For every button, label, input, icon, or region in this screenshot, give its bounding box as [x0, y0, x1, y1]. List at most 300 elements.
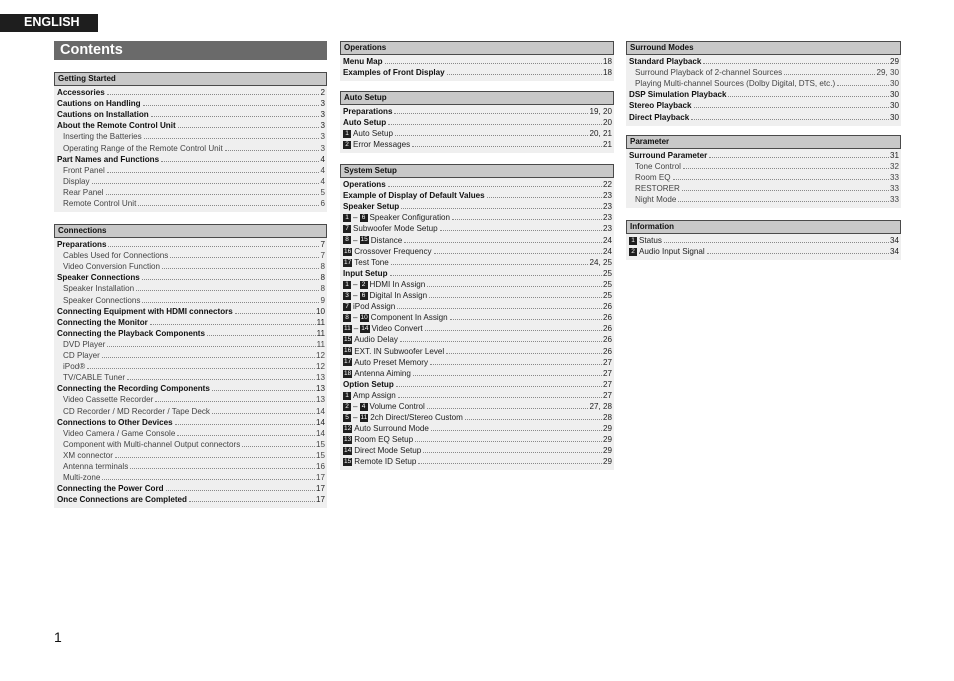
toc-entry: [340, 246, 614, 257]
dot-leader: [431, 430, 602, 431]
toc-entry: [54, 394, 327, 405]
toc-entry: [340, 56, 614, 67]
dot-leader: [130, 468, 315, 469]
toc-entry: [626, 235, 901, 246]
toc-entry-text: [63, 295, 140, 306]
toc-entry: [54, 239, 327, 250]
toc-entry-page: 26: [602, 324, 612, 334]
toc-entry-text: [629, 150, 707, 161]
toc-entry-text: [343, 223, 438, 234]
toc-entry-label: Connections to Other Devices: [57, 417, 173, 427]
toc-entry-label: Room EQ Setup: [354, 435, 414, 445]
toc-entry-text: [63, 198, 136, 209]
toc-entry-page: 20, 21: [589, 129, 612, 139]
dot-leader: [427, 408, 589, 409]
toc-entry-text: [343, 401, 425, 412]
dot-leader: [92, 183, 320, 184]
toc-entry-text: [57, 306, 233, 317]
step-number-badge: 7: [343, 225, 351, 233]
toc-entry: [340, 368, 614, 379]
dot-leader: [401, 208, 602, 209]
dot-leader: [385, 63, 602, 64]
toc-entry-text: [63, 261, 160, 272]
toc-entry-label: Video Convert: [371, 324, 423, 334]
toc-entry-label: Speaker Connections: [63, 295, 141, 305]
toc-entry-page: 26: [602, 335, 612, 345]
toc-entry: [340, 357, 614, 368]
toc-entry: [340, 290, 614, 301]
toc-entry-text: [63, 372, 125, 383]
toc-entry: [54, 383, 327, 394]
toc-entry-label: Remote Control Unit: [63, 199, 137, 209]
toc-entry-page: 8: [320, 262, 325, 272]
toc-entry-label: Remote ID Setup: [354, 457, 417, 467]
range-dash: –: [353, 324, 359, 334]
toc-entry-label: Surround Playback of 2-channel Sources: [635, 68, 783, 78]
dot-leader: [678, 201, 889, 202]
toc-entry-page: 34: [889, 236, 899, 246]
step-number-badge: 2: [629, 248, 637, 256]
toc-entry: [54, 494, 327, 505]
toc-entry-page: 30: [889, 90, 899, 100]
toc-entry: [626, 183, 901, 194]
toc-entry: [626, 172, 901, 183]
dot-leader: [391, 264, 589, 265]
toc-entry-label: Room EQ: [635, 173, 671, 183]
toc-entry: [54, 131, 327, 142]
dot-leader: [189, 501, 315, 502]
language-rule: [0, 30, 98, 32]
range-dash: –: [353, 235, 358, 245]
toc-entry-label: Auto Preset Memory: [354, 357, 429, 367]
dot-leader: [102, 357, 315, 358]
toc-entry: [54, 109, 327, 120]
toc-entry-text: [629, 100, 692, 111]
toc-entry-label: Connecting Equipment with HDMI connectors: [57, 306, 233, 316]
toc-entry-text: [343, 434, 413, 445]
toc-entry-text: [63, 472, 100, 483]
dot-leader: [423, 452, 602, 453]
toc-entry: [54, 461, 327, 472]
toc-entry: [340, 190, 614, 201]
toc-entry: [54, 142, 327, 153]
toc-entry-text: [57, 417, 173, 428]
toc-entry-text: [63, 187, 104, 198]
dot-leader: [418, 463, 602, 464]
step-number-badge: 4: [360, 403, 368, 411]
toc-entry: [340, 257, 614, 268]
dot-leader: [404, 242, 602, 243]
toc-entry-label: XM connector: [63, 450, 113, 460]
toc-entry-label: Rear Panel: [63, 187, 104, 197]
language-tab: ENGLISH: [0, 14, 98, 31]
range-dash: –: [353, 401, 358, 411]
toc-entry-label: Front Panel: [63, 165, 105, 175]
toc-entry-label: iPod®: [63, 362, 86, 372]
step-number-badge: 1: [343, 281, 351, 289]
toc-entry-text: [635, 172, 671, 183]
toc-entry: [54, 261, 327, 272]
toc-entry: [54, 350, 327, 361]
step-number-badge: 8: [343, 314, 351, 322]
toc-entry-text: [343, 423, 429, 434]
toc-entry-page: 13: [315, 384, 325, 394]
toc-entry-page: 16: [315, 461, 325, 471]
range-dash: –: [353, 413, 358, 423]
toc-entry-label: iPod Assign: [353, 302, 396, 312]
toc-entry-page: 21: [602, 140, 612, 150]
toc-entry-text: [63, 406, 210, 417]
toc-entry-text: [343, 290, 427, 301]
toc-entry: [54, 98, 327, 109]
toc-entry-page: 27: [602, 357, 612, 367]
dot-leader: [108, 246, 319, 247]
toc-entry: [340, 117, 614, 128]
dot-leader: [115, 457, 315, 458]
toc-entry-text: [57, 328, 205, 339]
toc-entry-page: 29: [602, 446, 612, 456]
toc-entry: [340, 334, 614, 345]
dot-leader: [728, 96, 889, 97]
dot-leader: [400, 341, 602, 342]
toc-entry-page: 12: [315, 362, 325, 372]
toc-entry: [626, 78, 901, 89]
toc-entry-page: 23: [602, 191, 612, 201]
toc-entry-text: [57, 87, 105, 98]
section-entries: [340, 56, 614, 78]
dot-leader: [691, 119, 889, 120]
toc-entry-label: CD Recorder / MD Recorder / Tape Deck: [63, 406, 210, 416]
dot-leader: [682, 190, 889, 191]
toc-entry-text: [629, 89, 726, 100]
toc-entry-text: [343, 128, 393, 139]
step-number-badge: 13: [344, 436, 352, 444]
toc-entry-page: 29: [602, 435, 612, 445]
dot-leader: [434, 253, 602, 254]
toc-entry-text: [63, 394, 153, 405]
section-entries: [340, 179, 614, 467]
toc-entry: [54, 250, 327, 261]
toc-entry-label: Playing Multi-channel Sources (Dolby Digital, DTS, etc.): [635, 79, 836, 89]
toc-entry-label: Audio Delay: [354, 335, 398, 345]
toc-entry-label: Night Mode: [635, 195, 677, 205]
step-number-badge: 14: [361, 325, 369, 333]
toc-entry: [54, 372, 327, 383]
toc-entry-page: 11: [316, 328, 325, 338]
toc-entry: [54, 450, 327, 461]
toc-entry: [54, 428, 327, 439]
toc-entry: [340, 106, 614, 117]
section-system-setup: [340, 164, 614, 470]
toc-entry-page: 25: [602, 279, 612, 289]
toc-entry-page: 14: [315, 428, 325, 438]
toc-entry-label: Auto Surround Mode: [354, 424, 429, 434]
toc-entry-page: 3: [320, 110, 325, 120]
toc-entry-page: 15: [315, 439, 325, 449]
toc-entry-page: 29, 30: [876, 68, 899, 78]
toc-entry-label: RESTORER: [635, 184, 680, 194]
dot-leader: [429, 297, 602, 298]
toc-entry-label: Connecting the Playback Components: [57, 328, 205, 338]
step-number-badge: 5: [343, 414, 351, 422]
range-dash: –: [353, 213, 358, 223]
toc-entry: [54, 176, 327, 187]
toc-entry-text: [343, 334, 398, 345]
toc-entry-label: Direct Mode Setup: [354, 446, 422, 456]
section-title: System Setup: [340, 164, 614, 178]
dot-leader: [161, 161, 319, 162]
section-entries: [54, 87, 327, 209]
dot-leader: [175, 424, 315, 425]
toc-entry-page: 28: [602, 413, 612, 423]
toc-entry-page: 27: [602, 368, 612, 378]
dot-leader: [143, 105, 320, 106]
section-surround-modes: [626, 41, 901, 126]
toc-entry-text: [635, 78, 835, 89]
dot-leader: [784, 74, 875, 75]
dot-leader: [440, 230, 602, 231]
toc-entry: [626, 161, 901, 172]
toc-entry-text: [343, 323, 423, 334]
toc-entry: [340, 268, 614, 279]
dot-leader: [709, 157, 889, 158]
toc-entry-page: 27, 28: [589, 401, 612, 411]
toc-entry-text: [629, 56, 701, 67]
toc-entry-label: TV/CABLE Tuner: [63, 373, 126, 383]
dot-leader: [683, 168, 889, 169]
toc-entry-text: [63, 361, 85, 372]
dot-leader: [150, 324, 316, 325]
section-entries: [626, 150, 901, 205]
step-number-badge: 2: [360, 281, 368, 289]
toc-entry-label: Component In Assign: [370, 313, 448, 323]
toc-entry-page: 29: [602, 424, 612, 434]
section-entries: [626, 235, 901, 257]
toc-entry-page: 26: [602, 346, 612, 356]
toc-entry-text: [343, 357, 428, 368]
toc-entry-page: 27: [602, 390, 612, 400]
dot-leader: [452, 219, 602, 220]
toc-entry-page: 4: [320, 154, 325, 164]
toc-entry: [626, 56, 901, 67]
dot-leader: [155, 401, 315, 402]
toc-entry-label: Standard Playback: [629, 57, 702, 67]
toc-entry-page: 7: [320, 240, 325, 250]
toc-entry-text: [343, 106, 392, 117]
section-title: Surround Modes: [626, 41, 901, 55]
toc-entry-label: Video Conversion Function: [63, 262, 161, 272]
toc-entry: [340, 234, 614, 245]
toc-entry-text: [343, 246, 432, 257]
toc-entry-label: Subwoofer Mode Setup: [353, 224, 438, 234]
toc-entry: [340, 201, 614, 212]
step-number-badge: 2: [343, 403, 351, 411]
toc-entry-label: Direct Playback: [629, 112, 690, 122]
toc-entry-text: [57, 483, 164, 494]
toc-entry-label: Crossover Frequency: [354, 246, 432, 256]
toc-entry: [626, 194, 901, 205]
dot-leader: [394, 113, 588, 114]
toc-entry-text: [57, 239, 106, 250]
toc-entry-label: Connecting the Monitor: [57, 317, 148, 327]
toc-entry: [340, 412, 614, 423]
toc-entry-label: Input Setup: [343, 268, 388, 278]
dot-leader: [415, 441, 602, 442]
page-number: 1: [54, 629, 62, 645]
dot-leader: [673, 179, 889, 180]
toc-entry-label: Display: [63, 176, 90, 186]
section-auto-setup: [340, 91, 614, 153]
dot-leader: [395, 135, 588, 136]
toc-entry-page: 14: [315, 417, 325, 427]
step-number-badge: 2: [343, 141, 351, 149]
toc-entry-label: DSP Simulation Playback: [629, 90, 727, 100]
toc-entry-text: [343, 268, 388, 279]
toc-entry-label: Inserting the Batteries: [63, 132, 142, 142]
toc-entry-text: [343, 179, 386, 190]
toc-entry-label: Auto Setup: [343, 118, 387, 128]
toc-entry-text: [343, 445, 421, 456]
toc-entry-text: [63, 428, 175, 439]
range-dash: –: [353, 279, 358, 289]
step-number-badge: 12: [344, 425, 352, 433]
step-number-badge: 15: [344, 336, 352, 344]
section-operations: [340, 41, 614, 81]
toc-entry-label: Distance: [370, 235, 403, 245]
step-number-badge: 1: [343, 214, 351, 222]
toc-entry-label: Auto Setup: [353, 129, 394, 139]
toc-entry-label: Video Camera / Game Console: [63, 428, 176, 438]
toc-entry-label: Component with Multi-channel Output connectors: [63, 439, 241, 449]
toc-entry-text: [629, 246, 705, 257]
toc-entry-label: Once Connections are Completed: [57, 495, 187, 505]
toc-entry-text: [57, 98, 141, 109]
dot-leader: [87, 368, 315, 369]
section-title: Connections: [54, 224, 327, 238]
toc-entry-text: [635, 161, 681, 172]
step-number-badge: 10: [360, 314, 368, 322]
toc-entry-page: 29: [602, 457, 612, 467]
dot-leader: [388, 186, 602, 187]
step-number-badge: 6: [360, 214, 368, 222]
toc-entry-page: 8: [320, 284, 325, 294]
toc-entry-label: Example of Display of Default Values: [343, 191, 485, 201]
toc-entry-page: 8: [320, 273, 325, 283]
step-number-badge: 6: [360, 292, 368, 300]
dot-leader: [142, 302, 319, 303]
toc-entry-page: 7: [320, 251, 325, 261]
toc-entry-text: [343, 368, 411, 379]
dot-leader: [144, 138, 320, 139]
toc-entry-text: [57, 494, 187, 505]
toc-entry: [54, 154, 327, 165]
toc-entry: [626, 111, 901, 122]
toc-entry-label: Stereo Playback: [629, 101, 692, 111]
toc-entry-text: [635, 67, 782, 78]
dot-leader: [138, 205, 319, 206]
dot-leader: [450, 319, 602, 320]
toc-entry-text: [629, 112, 689, 123]
toc-entry-text: [63, 461, 128, 472]
toc-entry-page: 13: [315, 395, 325, 405]
toc-entry-page: 9: [320, 295, 325, 305]
dot-leader: [107, 346, 315, 347]
toc-entry: [626, 89, 901, 100]
section-information: [626, 220, 901, 260]
toc-entry-label: Status: [639, 236, 662, 246]
step-number-badge: 3: [343, 292, 351, 300]
toc-entry-text: [63, 450, 113, 461]
toc-entry: [340, 345, 614, 356]
step-number-badge: 1: [343, 130, 351, 138]
toc-entry-label: 2ch Direct/Stereo Custom: [370, 413, 463, 423]
toc-entry-label: Tone Control: [635, 162, 681, 172]
step-number-badge: 18: [344, 369, 352, 377]
toc-entry: [54, 294, 327, 305]
toc-entry-text: [63, 176, 90, 187]
toc-entry: [340, 390, 614, 401]
section-title: Parameter: [626, 135, 901, 149]
toc-entry-label: Cautions on Handling: [57, 99, 141, 109]
toc-entry-page: 3: [320, 143, 325, 153]
section-title: Getting Started: [54, 72, 327, 86]
dot-leader: [390, 275, 602, 276]
toc-entry-page: 23: [602, 224, 612, 234]
toc-entry: [340, 323, 614, 334]
toc-entry-text: [63, 143, 223, 154]
toc-entry: [626, 100, 901, 111]
dot-leader: [703, 63, 889, 64]
toc-entry: [340, 423, 614, 434]
toc-entry-label: DVD Player: [63, 339, 106, 349]
toc-entry-page: 33: [889, 195, 899, 205]
toc-entry-page: 11: [316, 317, 325, 327]
toc-entry-text: [343, 312, 448, 323]
toc-entry-text: [57, 383, 210, 394]
toc-entry: [340, 128, 614, 139]
dot-leader: [107, 94, 320, 95]
toc-entry-page: 29: [889, 57, 899, 67]
dot-leader: [396, 386, 602, 387]
toc-entry: [340, 312, 614, 323]
toc-entry-label: Connecting the Recording Components: [57, 384, 210, 394]
toc-entry-page: 17: [315, 495, 325, 505]
step-number-badge: 16: [344, 347, 352, 355]
toc-entry-page: 33: [889, 184, 899, 194]
toc-entry-text: [343, 67, 445, 78]
toc-entry-text: [63, 350, 100, 361]
toc-entry: [340, 301, 614, 312]
page-title: Contents: [54, 41, 327, 60]
toc-entry-page: 34: [889, 247, 899, 257]
toc-entry: [626, 67, 901, 78]
toc-entry-text: [63, 131, 142, 142]
toc-entry-label: Menu Map: [343, 57, 383, 67]
toc-entry-page: 10: [315, 306, 325, 316]
toc-entry-label: About the Remote Control Unit: [57, 121, 176, 131]
toc-entry-text: [57, 272, 140, 283]
dot-leader: [707, 253, 889, 254]
dot-leader: [425, 330, 602, 331]
toc-entry: [54, 317, 327, 328]
dot-leader: [413, 375, 602, 376]
toc-entry: [340, 445, 614, 456]
toc-entry-text: [343, 301, 395, 312]
toc-entry-page: 3: [320, 99, 325, 109]
toc-entry-page: 25: [602, 291, 612, 301]
toc-entry-page: 17: [315, 473, 325, 483]
toc-entry-label: Speaker Installation: [63, 284, 135, 294]
